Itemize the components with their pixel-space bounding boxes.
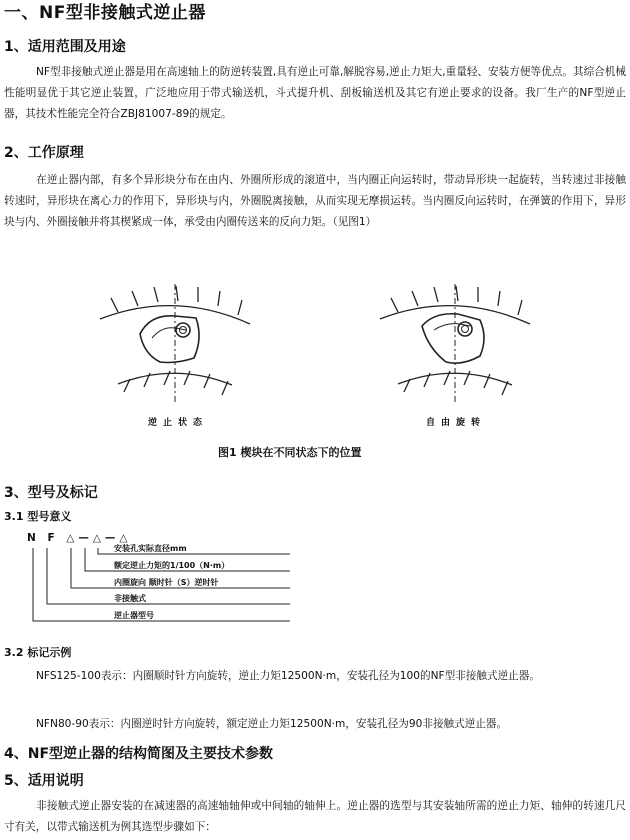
section-1-heading: 1、适用范围及用途 — [4, 39, 126, 55]
wedge-block — [422, 314, 484, 363]
inner-race-hatching — [404, 371, 508, 395]
example-2: NFN80-90表示：内圈逆时针方向旋转，额定逆止力矩12500N·m，安装孔径为90非接触式逆止器。 — [36, 718, 508, 730]
model-label-torque: 额定逆止力矩的1/100（N·m） — [114, 561, 230, 570]
figure-1-caption: 图1 楔块在不同状态下的位置 — [218, 446, 362, 459]
inner-race-hatching — [124, 371, 228, 395]
section-3-1-heading: 3.1 型号意义 — [4, 510, 72, 523]
section-5-body: 非接触式逆止器安装的在减速器的高速轴轴伸或中间轴的轴伸上。逆止器的选型与其安装轴所需的逆止力矩、轴伸的转速几尺寸有关，以带式输送机为例其选型步骤如下： — [4, 800, 626, 833]
section-2-body: 在逆止器内部，有多个异形块分布在由内、外圈所形成的滚道中，当内圈正向运转时，带动异形块一起旋转，当转速过非接触转速时，异形块在离心力的作用下，异形块与内，外圈脱离接触，从而实现无摩损运转。当内圈反向运转时，在弹簧的作用下，异形块与内、外圈接触并将其楔紧成一体，承受由内圈传送来的反向力矩。（见图1） — [4, 174, 626, 228]
spring-pin — [458, 322, 472, 336]
example-1: NFS125-100表示：内圈顺时针方向旋转，逆止力矩12500N·m，安装孔径为100的NF型非接触式逆止器。 — [36, 670, 540, 682]
model-label-bore: 安装孔实际直径mm — [114, 544, 187, 553]
section-4-heading: 4、NF型逆止器的结构简图及主要技术参数 — [4, 746, 274, 762]
section-5-heading: 5、适用说明 — [4, 773, 84, 789]
model-code: N F △—△—△ — [27, 532, 132, 544]
figure-left-reverse-stop — [100, 284, 250, 402]
figure-1-diagram — [0, 282, 630, 432]
section-3-2-heading: 3.2 标记示例 — [4, 646, 72, 659]
model-label-type: 逆止器型号 — [114, 611, 154, 620]
spring-pin — [176, 323, 190, 337]
section-2-heading: 2、工作原理 — [4, 145, 84, 161]
section-1-body: NF型非接触式逆止器是用在高速轴上的防逆转装置,具有逆止可靠,解脱容易,逆止力矩大,重量轻、安装方便等优点。其综合机械性能明显优于其它逆止装置，广泛地应用于带式输送机，斗式提升机、刮板输送机及其它有逆止要求的设备。我厂生产的NF型逆止器，其技术性能完全符合ZBJ81007-89的规定。 — [4, 66, 626, 120]
wedge-block — [140, 316, 199, 363]
outer-race-hatching — [111, 286, 242, 315]
model-meaning-leaders — [0, 540, 630, 630]
model-label-noncontact: 非接触式 — [114, 594, 146, 603]
figure-right-free-rotation — [380, 284, 530, 402]
page-title: 一、NF型非接触式逆止器 — [4, 3, 206, 23]
figure-right-label: 自由旋转 — [426, 418, 487, 428]
section-3-heading: 3、型号及标记 — [4, 485, 98, 501]
figure-left-label: 逆止状态 — [148, 418, 209, 428]
model-label-rotation: 内圈旋向 顺时针（S）逆时针 — [114, 578, 219, 587]
outer-race-hatching — [391, 286, 522, 315]
